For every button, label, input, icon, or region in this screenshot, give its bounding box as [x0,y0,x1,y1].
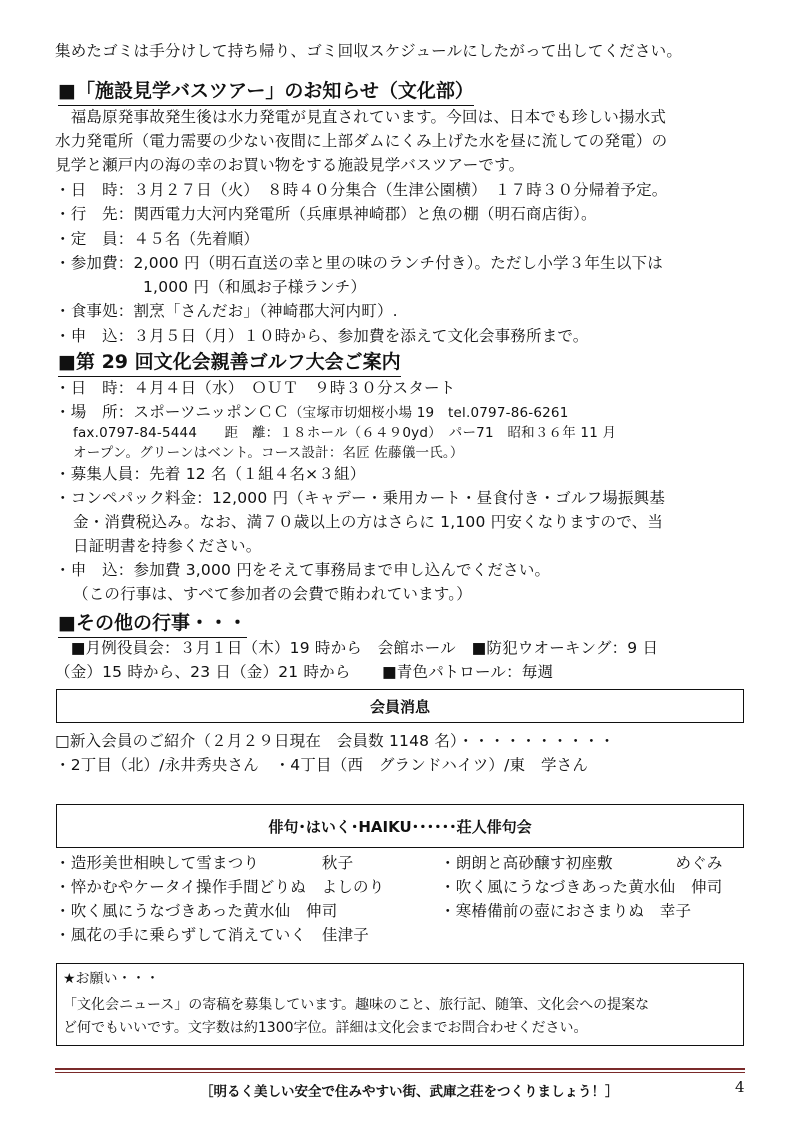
golf-place-detail: （宝塚市切畑桜小場 19 tel.0797-86-6261 [288,405,569,421]
request-line-1: 「文化会ニュース」の寄稿を募集しています。趣味のこと、旅行記、随筆、文化会への提案な [63,997,650,1013]
intro-line: 集めたゴミは手分けして持ち帰り、ゴミ回収スケジュールにしたがって出してください。 [55,42,683,60]
golf-place-row [55,401,569,424]
request-box [56,963,744,1046]
footer-slogan: ［明るく美しい安全で住みやすい街、武庫之荘をつくりましょう！］ [200,1084,619,1100]
footer-rule [55,1068,745,1070]
members-title: 会員消息 [369,698,430,716]
haiku-left-1: ・造形美世相映して雪まつり 秋子 [55,854,354,872]
golf-place: ・場 所：スポーツニッポンＣＣ [55,403,289,421]
golf-fax: fax.0797-84-5444 距 離：１８ホール（６４９0yd） パー71 昭和３６年 11 月 [73,425,617,441]
request-title: ★お願い・・・ [63,971,160,987]
bus-tour-fee: ・参加費：2,000 円（明石直送の幸と里の味のランチ付き）。ただし小学３年生以下は [55,254,663,272]
golf-apply: ・申 込：参加費 3,000 円をそえて事務局まで申し込んでください。 [55,561,551,579]
haiku-right-2: ・吹く風にうなづきあった黄水仙 伸司 [440,878,723,896]
bus-tour-destination: ・行 先：関西電力大河内発電所（兵庫県神崎郡）と魚の棚（明石商店街）。 [55,205,597,223]
haiku-left-4: ・風花の手に乗らずして消えていく 佳津子 [55,926,370,944]
bus-tour-paragraph-3: 見学と瀬戸内の海の幸のお買い物をする施設見学バスツアーです。 [55,156,525,174]
golf-note: （この行事は、すべて参加者の会費で賄われています。） [73,585,472,603]
golf-date: ・日 時：４月４日（水） ＯＵＴ ９時３０分スタート [55,379,456,397]
golf-recruit: ・募集人員：先着 12 名（１組４名×３組） [55,465,366,483]
golf-heading: ■第 29 回文化会親善ゴルフ大会ご案内 [58,349,401,377]
bus-tour-fee-child: 1,000 円（和風お子様ランチ） [143,278,367,296]
golf-open: オープン。グリーンはベント。コース設計：名匠 佐藤儀一氏。） [73,445,464,461]
members-line-2: ・2丁目（北）/永井秀央さん ・4丁目（西 グランドハイツ）/東 学さん [55,756,589,774]
members-title-box [56,689,744,723]
bus-tour-date: ・日 時：３月２７日（火） ８時４０分集合（生津公園横） １７時３０分帰着予定。 [55,181,668,199]
other-events-heading: ■その他の行事・・・ [58,610,247,638]
bus-tour-heading: ■「施設見学バスツアー」のお知らせ（文化部） [58,78,474,106]
request-line-2: ど何でもいいです。文字数は約1300字位。詳細は文化会までお問合わせください。 [63,1020,588,1036]
footer-rule-thin [55,1072,745,1073]
golf-pack-3: 日証明書を持参ください。 [73,537,262,555]
bus-tour-apply: ・申 込：３月５日（月）１０時から、参加費を添えて文化会事務所まで。 [55,327,589,345]
other-events-line-2: （金）15 時から、23 日（金）21 時から ■青色パトロール：毎週 [55,663,554,681]
page-number: 4 [735,1078,745,1096]
bus-tour-paragraph-2: 水力発電所（電力需要の少ない夜間に上部ダムにくみ上げた水を昼に流しての発電）の [55,132,668,150]
members-line-1: □新入会員のご紹介（２月２９日現在 会員数 1148 名）・・・・・・・・・・ [55,732,615,750]
bus-tour-paragraph-1: 福島原発事故発生後は水力発電が見直されています。今回は、日本でも珍しい揚水式 [55,108,667,126]
golf-pack-2: 金・消費税込み。なお、満７０歳以上の方はさらに 1,100 円安くなりますので、当 [73,513,664,531]
bus-tour-capacity: ・定 員：４５名（先着順） [55,230,260,248]
haiku-title-box [56,804,744,848]
haiku-right-3: ・寒椿備前の壺におさまりぬ 幸子 [440,902,692,920]
golf-pack-1: ・コンペパック料金：12,000 円（キャデー・乗用カート・昼食付き・ゴルフ場振興基 [55,489,666,507]
haiku-left-3: ・吹く風にうなづきあった黄水仙 伸司 [55,902,338,920]
bus-tour-meal: ・食事処：割烹「さんだお」（神崎郡大河内町）. [55,302,398,320]
haiku-right-1: ・朗朗と高砂醸す初座敷 めぐみ [440,854,723,872]
haiku-title: 俳句･はいく･HAIKU･･････荘人俳句会 [268,818,532,836]
other-events-line-1: ■月例役員会：３月１日（木）19 時から 会館ホール ■防犯ウオーキング：9 日 [55,639,659,657]
haiku-left-2: ・悴かむやケータイ操作手間どりぬ よしのり [55,878,385,896]
